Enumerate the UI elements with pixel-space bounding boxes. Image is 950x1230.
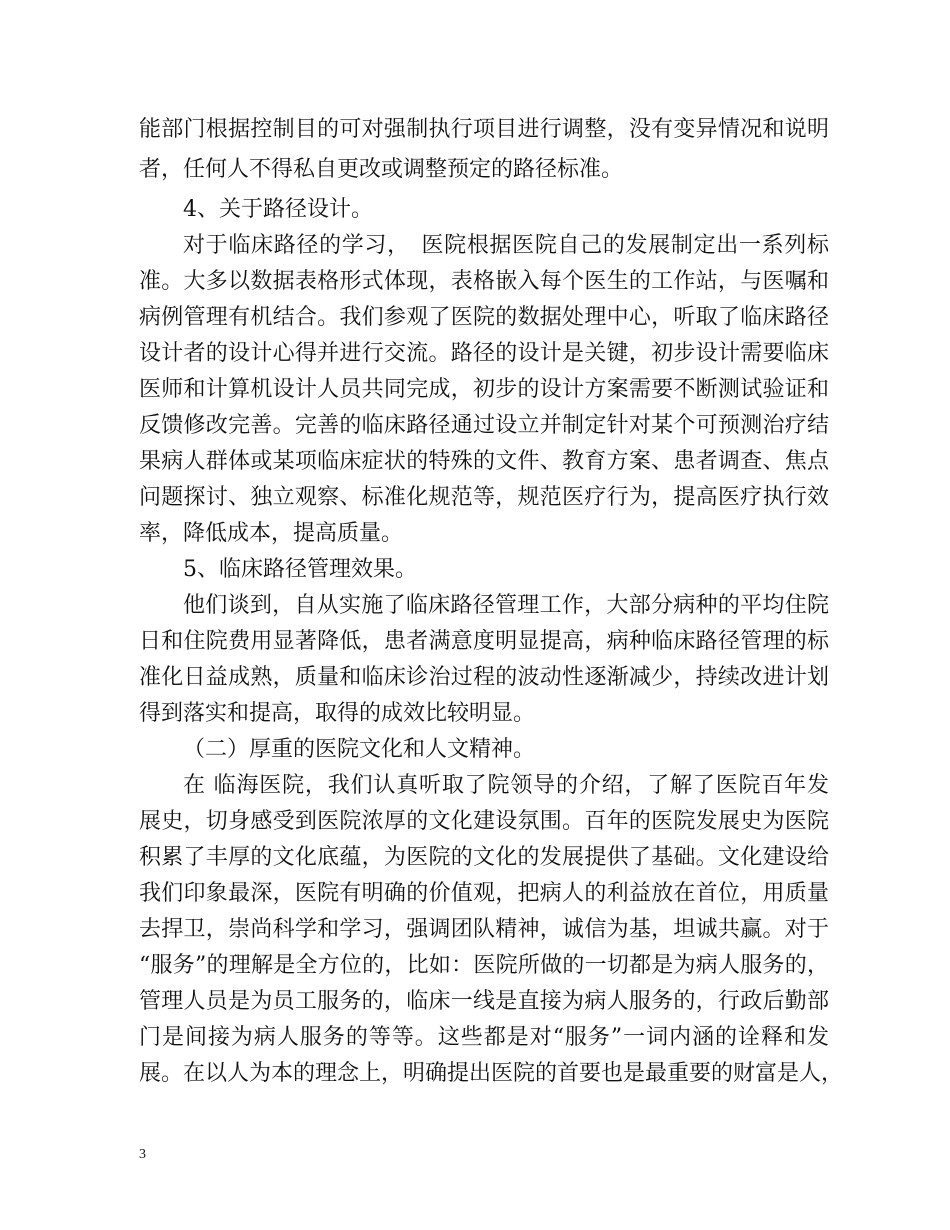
paragraph-line: 他们谈到，自从实施了临床路径管理工作，大部分病种的平均住院 <box>183 593 829 618</box>
paragraph-line: 日和住院费用显著降低，患者满意度明显提高，病种临床路径管理的标 <box>139 629 829 654</box>
paragraph-line: “服务”的理解是全方位的，比如：医院所做的一切都是为病人服务的， <box>139 953 829 978</box>
paragraph-line: 我们印象最深，医院有明确的价值观，把病人的利益放在首位，用质量 <box>139 881 829 906</box>
paragraph-line: 积累了丰厚的文化底蕴，为医院的文化的发展提供了基础。文化建设给 <box>139 845 829 870</box>
paragraph-line: 得到落实和提高，取得的成效比较明显。 <box>139 701 536 726</box>
page-number: 3 <box>139 1147 146 1162</box>
section-heading: （二）厚重的医院文化和人文精神。 <box>183 737 536 762</box>
paragraph-line: 展。在以人为本的理念上，明确提出医院的首要也是最重要的财富是人， <box>139 1061 844 1086</box>
paragraph-line: 果病人群体或某项临床症状的特殊的文件、教育方案、患者调查、焦点 <box>139 449 829 474</box>
paragraph-line: 率，降低成本，提高质量。 <box>139 521 404 546</box>
paragraph-line: 反馈修改完善。完善的临床路径通过设立并制定针对某个可预测治疗结 <box>139 413 829 438</box>
paragraph-line: 对于临床路径的学习， 医院根据医院自己的发展制定出一系列标 <box>183 233 829 258</box>
paragraph-line: 准化日益成熟，质量和临床诊治过程的波动性逐渐减少，持续改进计划 <box>139 665 829 690</box>
paragraph-line: 展史，切身感受到医院浓厚的文化建设氛围。百年的医院发展史为医院 <box>139 809 829 834</box>
paragraph-line: 病例管理有机结合。我们参观了医院的数据处理中心，听取了临床路径 <box>139 305 829 330</box>
paragraph-line: 医师和计算机设计人员共同完成，初步的设计方案需要不断测试验证和 <box>139 377 829 402</box>
section-heading: 5、临床路径管理效果。 <box>183 557 417 582</box>
paragraph-line: 门是间接为病人服务的等等。这些都是对“服务”一词内涵的诠释和发 <box>139 1025 829 1050</box>
paragraph-line: 问题探讨、独立观察、标准化规范等，规范医疗行为，提高医疗执行效 <box>139 485 829 510</box>
paragraph-line: 管理人员是为员工服务的，临床一线是直接为病人服务的，行政后勤部 <box>139 989 829 1014</box>
paragraph-line: 准。大多以数据表格形式体现，表格嵌入每个医生的工作站，与医嘱和 <box>139 269 829 294</box>
paragraph-line: 设计者的设计心得并进行交流。路径的设计是关键，初步设计需要临床 <box>139 341 829 366</box>
section-heading: 4、关于路径设计。 <box>183 197 373 222</box>
paragraph-line: 在 临海医院，我们认真听取了院领导的介绍，了解了医院百年发 <box>183 773 829 798</box>
paragraph-line: 者，任何人不得私自更改或调整预定的路径标准。 <box>139 157 624 182</box>
paragraph-line: 能部门根据控制目的可对强制执行项目进行调整，没有变异情况和说明 <box>139 117 829 142</box>
paragraph-line: 去捍卫，崇尚科学和学习，强调团队精神，诚信为基，坦诚共赢。对于 <box>139 917 829 942</box>
